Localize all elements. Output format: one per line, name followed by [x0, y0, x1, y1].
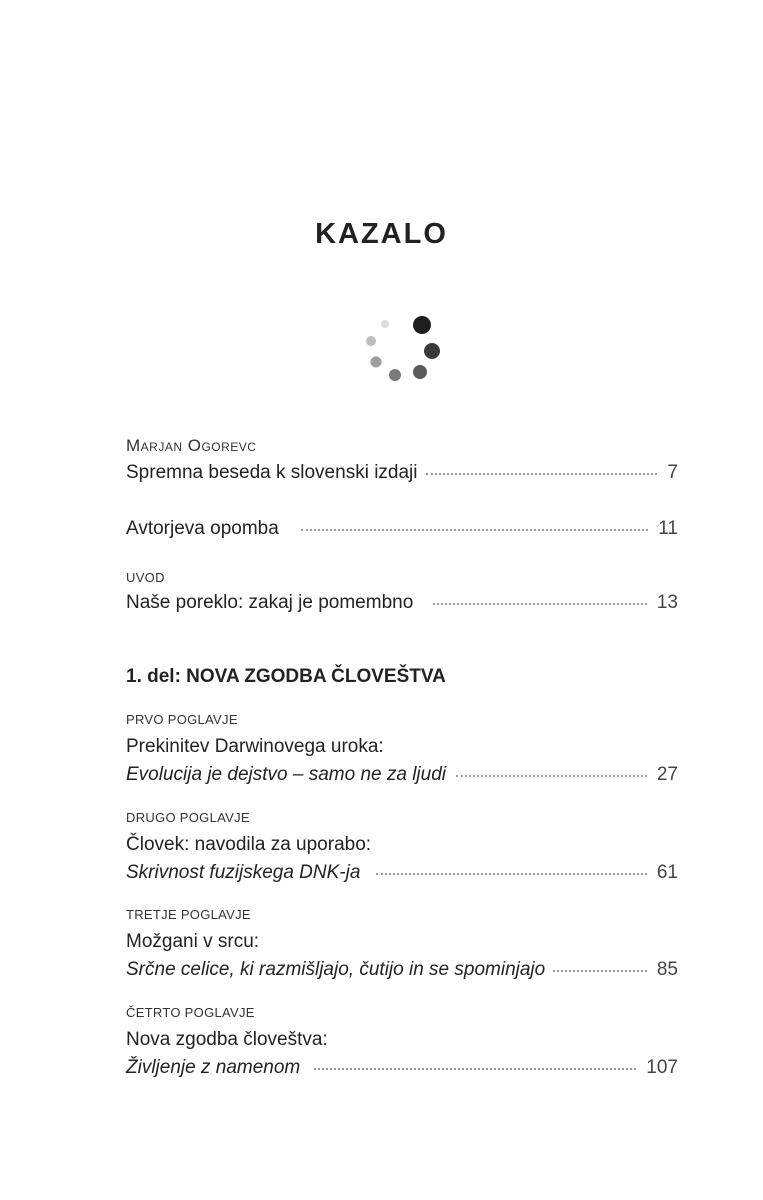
entry-section-label: UVOD [126, 570, 165, 585]
dot-leader [376, 873, 646, 875]
chapter-title[interactable]: Prekinitev Darwinovega uroka: [126, 736, 384, 757]
dot-leader [433, 603, 647, 605]
toc-entry-introduction[interactable] [126, 592, 678, 614]
page-number: 27 [656, 764, 678, 785]
page-number: 13 [656, 592, 678, 613]
chapter-subtitle: Skrivnost fuzijskega DNK-ja [126, 862, 361, 883]
page-number: 61 [656, 862, 678, 883]
dot-leader [314, 1068, 636, 1070]
chapter-title[interactable]: Človek: navodila za uporabo: [126, 834, 372, 855]
chapter-subtitle: Evolucija je dejstvo – samo ne za ljudi [126, 764, 447, 785]
chapter-title[interactable]: Možgani v srcu: [126, 931, 260, 952]
page-title: KAZALO [315, 218, 448, 250]
chapter-label: DRUGO POGLAVJE [126, 810, 250, 825]
chapter-subtitle: Življenje z namenom [126, 1057, 301, 1078]
toc-chapter-3[interactable] [126, 959, 678, 981]
entry-title: Avtorjeva opomba [126, 518, 279, 539]
toc-chapter-1[interactable] [126, 764, 678, 786]
dots-ornament-icon [355, 308, 445, 388]
entry-author-label: Marjan Ogorevc [126, 436, 257, 455]
toc-chapter-2[interactable] [126, 862, 678, 884]
chapter-subtitle: Srčne celice, ki razmišljajo, čutijo in se spominjajo [126, 959, 546, 980]
chapter-label: ČETRTO POGLAVJE [126, 1005, 255, 1020]
page-number: 11 [658, 518, 678, 539]
chapter-title[interactable]: Nova zgodba človeštva: [126, 1029, 328, 1050]
page-number: 107 [646, 1057, 678, 1078]
dot-leader [456, 775, 647, 777]
page-number: 7 [667, 462, 678, 483]
entry-title: Naše poreklo: zakaj je pomembno [126, 592, 414, 613]
dot-leader [553, 970, 647, 972]
toc-entry-foreword[interactable] [126, 462, 678, 484]
page-number: 85 [656, 959, 678, 980]
chapter-label: PRVO POGLAVJE [126, 712, 238, 727]
toc-chapter-4[interactable] [126, 1057, 678, 1079]
dot-leader [301, 529, 648, 531]
dot-leader [426, 473, 658, 475]
entry-title: Spremna beseda k slovenski izdaji [126, 462, 418, 483]
toc-entry-author-note[interactable] [126, 518, 678, 540]
part-heading: 1. del: NOVA ZGODBA ČLOVEŠTVA [126, 666, 446, 687]
chapter-label: TRETJE POGLAVJE [126, 907, 251, 922]
